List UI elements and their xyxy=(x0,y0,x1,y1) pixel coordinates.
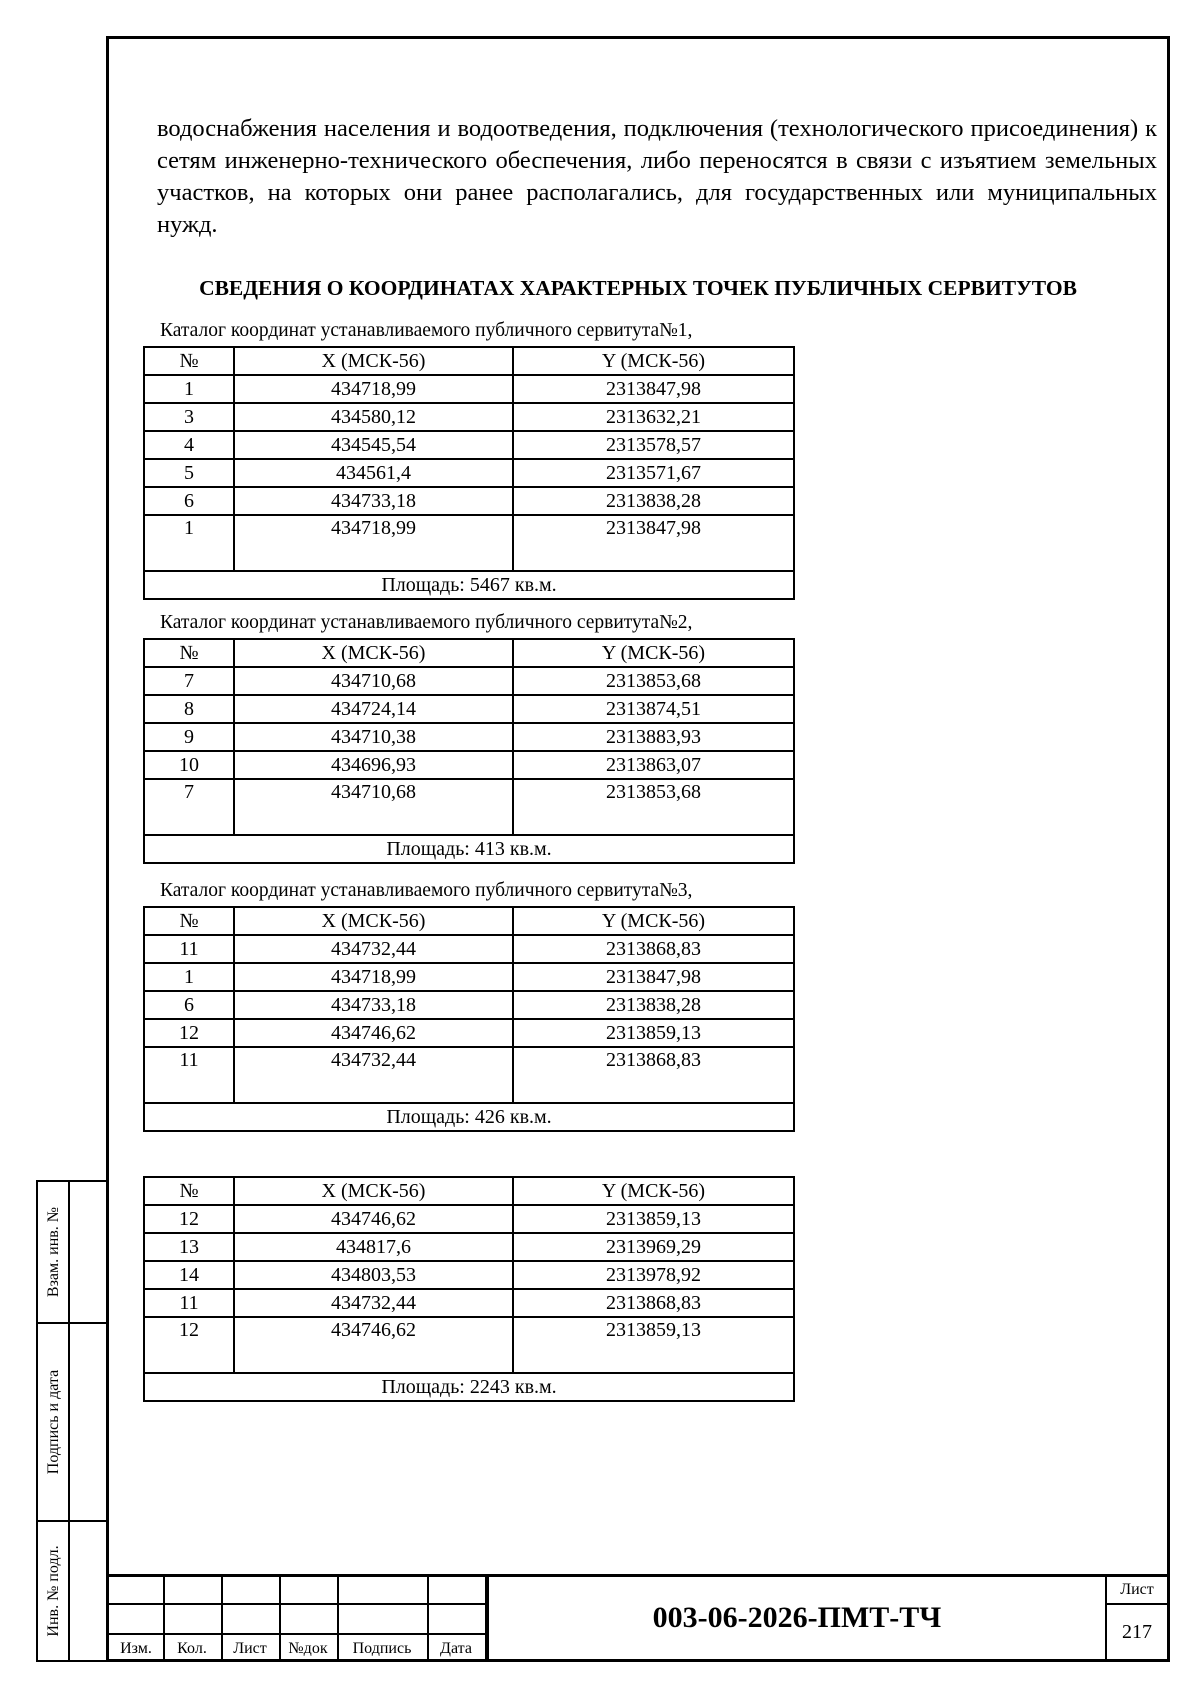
point-number-cell: 13 xyxy=(144,1233,234,1261)
column-header: X (МСК-56) xyxy=(234,639,513,667)
table-row xyxy=(144,935,794,963)
label-ndok: №док xyxy=(288,1640,328,1657)
title-block xyxy=(106,1574,1170,1662)
catalog-caption: Каталог координат устанавливаемого публичного сервитута№1, xyxy=(160,320,693,341)
y-coordinate-cell: 2313859,13 xyxy=(513,1205,794,1233)
intro-paragraph: водоснабжения населения и водоотведения, подключения (технологического присоединения) к сетям инженерно-технического обеспечения, либо переносятся в связи с изъятием земельных участков, на которых они ранее располагались, для государственных или муниципальных нужд. xyxy=(157,115,1157,238)
table-row xyxy=(144,667,794,695)
x-coordinate-cell: 434732,44 xyxy=(234,935,513,963)
point-number-cell: 3 xyxy=(144,403,234,431)
y-coordinate-cell: 2313859,13 xyxy=(513,1019,794,1047)
stamp-cell-replaced-inv xyxy=(36,1180,106,1324)
x-coordinate-cell: 434710,68 xyxy=(234,779,513,835)
table-row xyxy=(144,963,794,991)
column-header: X (МСК-56) xyxy=(234,1177,513,1205)
area-cell: Площадь: 5467 кв.м. xyxy=(144,571,794,599)
x-coordinate-cell: 434732,44 xyxy=(234,1047,513,1103)
point-number-cell: 11 xyxy=(144,1289,234,1317)
y-coordinate-cell: 2313632,21 xyxy=(513,403,794,431)
label-kol: Кол. xyxy=(177,1640,207,1657)
point-number-cell: 12 xyxy=(144,1317,234,1373)
table-header-row xyxy=(144,907,794,935)
y-coordinate-cell: 2313571,67 xyxy=(513,459,794,487)
point-number-cell: 12 xyxy=(144,1205,234,1233)
table-row xyxy=(144,751,794,779)
column-header: № xyxy=(144,347,234,375)
column-header: № xyxy=(144,639,234,667)
y-coordinate-cell: 2313969,29 xyxy=(513,1233,794,1261)
table-row xyxy=(144,1261,794,1289)
table-row xyxy=(144,1205,794,1233)
x-coordinate-cell: 434696,93 xyxy=(234,751,513,779)
column-header: № xyxy=(144,1177,234,1205)
x-coordinate-cell: 434718,99 xyxy=(234,515,513,571)
point-number-cell: 1 xyxy=(144,963,234,991)
table-row xyxy=(144,779,794,835)
point-number-cell: 4 xyxy=(144,431,234,459)
y-coordinate-cell: 2313868,83 xyxy=(513,1047,794,1103)
stamp-cell-signature-date xyxy=(36,1322,106,1522)
x-coordinate-cell: 434718,99 xyxy=(234,963,513,991)
table-row xyxy=(144,723,794,751)
document-number: 003-06-2026-ПМТ-ТЧ xyxy=(487,1577,1105,1659)
coordinates-table xyxy=(143,346,795,600)
column-header: X (МСК-56) xyxy=(234,347,513,375)
coordinates-table xyxy=(143,1176,795,1402)
point-number-cell: 11 xyxy=(144,935,234,963)
y-coordinate-cell: 2313853,68 xyxy=(513,667,794,695)
y-coordinate-cell: 2313863,07 xyxy=(513,751,794,779)
y-coordinate-cell: 2313578,57 xyxy=(513,431,794,459)
y-coordinate-cell: 2313847,98 xyxy=(513,375,794,403)
label-signature: Подпись xyxy=(352,1640,412,1657)
column-header: № xyxy=(144,907,234,935)
area-cell: Площадь: 2243 кв.м. xyxy=(144,1373,794,1401)
y-coordinate-cell: 2313874,51 xyxy=(513,695,794,723)
area-row xyxy=(144,1103,794,1131)
area-row xyxy=(144,835,794,863)
table-row xyxy=(144,1317,794,1373)
table-header-row xyxy=(144,347,794,375)
sheet-number: 217 xyxy=(1122,1620,1152,1643)
area-cell: Площадь: 413 кв.м. xyxy=(144,835,794,863)
table-row xyxy=(144,1019,794,1047)
y-coordinate-cell: 2313838,28 xyxy=(513,487,794,515)
y-coordinate-cell: 2313883,93 xyxy=(513,723,794,751)
table-row xyxy=(144,375,794,403)
point-number-cell: 6 xyxy=(144,991,234,1019)
column-header: Y (МСК-56) xyxy=(513,907,794,935)
x-coordinate-cell: 434803,53 xyxy=(234,1261,513,1289)
stamp-label-replaced-inv: Взам. инв. № xyxy=(45,1206,62,1298)
x-coordinate-cell: 434733,18 xyxy=(234,991,513,1019)
x-coordinate-cell: 434724,14 xyxy=(234,695,513,723)
catalog-caption: Каталог координат устанавливаемого публичного сервитута№3, xyxy=(160,880,693,901)
stamp-label-original-inv: Инв. № подл. xyxy=(45,1545,62,1637)
x-coordinate-cell: 434746,62 xyxy=(234,1019,513,1047)
table-row xyxy=(144,431,794,459)
y-coordinate-cell: 2313847,98 xyxy=(513,963,794,991)
x-coordinate-cell: 434732,44 xyxy=(234,1289,513,1317)
y-coordinate-cell: 2313838,28 xyxy=(513,991,794,1019)
point-number-cell: 6 xyxy=(144,487,234,515)
x-coordinate-cell: 434561,4 xyxy=(234,459,513,487)
table-row xyxy=(144,1233,794,1261)
label-list: Лист xyxy=(233,1640,267,1657)
point-number-cell: 7 xyxy=(144,667,234,695)
stamp-label-signature-date: Подпись и дата xyxy=(45,1369,62,1475)
x-coordinate-cell: 434718,99 xyxy=(234,375,513,403)
column-header: Y (МСК-56) xyxy=(513,1177,794,1205)
table-row xyxy=(144,459,794,487)
point-number-cell: 11 xyxy=(144,1047,234,1103)
label-date: Дата xyxy=(440,1640,472,1657)
point-number-cell: 1 xyxy=(144,515,234,571)
x-coordinate-cell: 434746,62 xyxy=(234,1205,513,1233)
area-row xyxy=(144,571,794,599)
coordinates-table xyxy=(143,906,795,1132)
point-number-cell: 9 xyxy=(144,723,234,751)
table-row xyxy=(144,1289,794,1317)
column-header: X (МСК-56) xyxy=(234,907,513,935)
area-row xyxy=(144,1373,794,1401)
y-coordinate-cell: 2313853,68 xyxy=(513,779,794,835)
table-row xyxy=(144,403,794,431)
x-coordinate-cell: 434580,12 xyxy=(234,403,513,431)
catalog-caption: Каталог координат устанавливаемого публичного сервитута№2, xyxy=(160,612,693,633)
stamp-cell-original-inv xyxy=(36,1520,106,1662)
point-number-cell: 12 xyxy=(144,1019,234,1047)
label-izm: Изм. xyxy=(120,1640,152,1657)
sheet-box xyxy=(1105,1577,1167,1659)
x-coordinate-cell: 434710,68 xyxy=(234,667,513,695)
point-number-cell: 10 xyxy=(144,751,234,779)
revision-grid xyxy=(109,1577,485,1659)
point-number-cell: 14 xyxy=(144,1261,234,1289)
point-number-cell: 8 xyxy=(144,695,234,723)
x-coordinate-cell: 434817,6 xyxy=(234,1233,513,1261)
coordinates-table xyxy=(143,638,795,864)
point-number-cell: 1 xyxy=(144,375,234,403)
x-coordinate-cell: 434545,54 xyxy=(234,431,513,459)
area-cell: Площадь: 426 кв.м. xyxy=(144,1103,794,1131)
table-row xyxy=(144,515,794,571)
table-header-row xyxy=(144,1177,794,1205)
x-coordinate-cell: 434710,38 xyxy=(234,723,513,751)
column-header: Y (МСК-56) xyxy=(513,639,794,667)
x-coordinate-cell: 434733,18 xyxy=(234,487,513,515)
point-number-cell: 5 xyxy=(144,459,234,487)
table-row xyxy=(144,991,794,1019)
y-coordinate-cell: 2313978,92 xyxy=(513,1261,794,1289)
y-coordinate-cell: 2313859,13 xyxy=(513,1317,794,1373)
column-header: Y (МСК-56) xyxy=(513,347,794,375)
point-number-cell: 7 xyxy=(144,779,234,835)
sheet-label: Лист xyxy=(1107,1577,1167,1605)
y-coordinate-cell: 2313868,83 xyxy=(513,935,794,963)
section-heading: СВЕДЕНИЯ О КООРДИНАТАХ ХАРАКТЕРНЫХ ТОЧЕК ПУБЛИЧНЫХ СЕРВИТУТОВ xyxy=(199,276,1077,300)
table-row xyxy=(144,695,794,723)
table-header-row xyxy=(144,639,794,667)
x-coordinate-cell: 434746,62 xyxy=(234,1317,513,1373)
table-row xyxy=(144,487,794,515)
y-coordinate-cell: 2313847,98 xyxy=(513,515,794,571)
table-row xyxy=(144,1047,794,1103)
y-coordinate-cell: 2313868,83 xyxy=(513,1289,794,1317)
